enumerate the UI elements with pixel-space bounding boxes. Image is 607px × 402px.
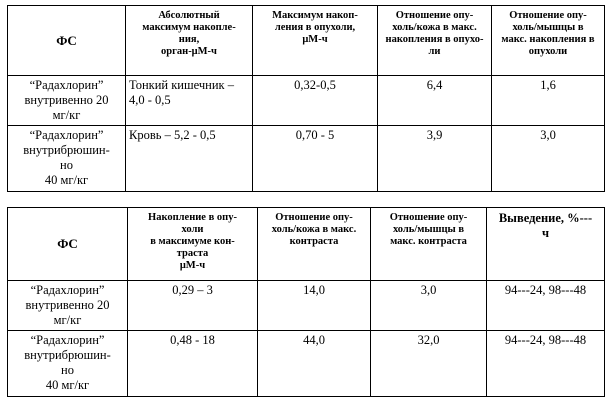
header-line: холь/мышцы в — [512, 22, 584, 33]
fs-line: 40 мг/кг — [45, 378, 90, 392]
organ-cell — [126, 126, 253, 192]
fs-line: внутривенно 20 — [25, 298, 110, 312]
header-line: холь/мышцы в — [392, 224, 465, 235]
header-line: Максимум накоп- — [272, 10, 358, 21]
header-line: накопления в опухо- — [385, 34, 484, 45]
cell-text: 94---24, 98---48 — [504, 333, 587, 347]
fs-line: 40 мг/кг — [44, 173, 89, 187]
fs-line: “Радахлорин” — [29, 128, 104, 142]
header-line: ления в опухоли, — [274, 22, 356, 33]
header-line: Отношение опу- — [389, 212, 468, 223]
fs-line: “Радахлорин” — [29, 78, 104, 92]
table-header-row — [8, 6, 605, 76]
accumulation-table-2 — [7, 207, 605, 397]
header-line: в максимуме кон- — [150, 236, 235, 247]
skin-contrast-cell — [258, 331, 371, 397]
fs-line: мг/кг — [53, 313, 82, 327]
header-line: холи — [181, 224, 204, 235]
fs-line: но — [61, 363, 74, 377]
header-line: холь/кожа в макс. — [392, 22, 477, 33]
fs-cell — [8, 76, 126, 126]
table-row — [8, 331, 605, 397]
header-line: μМ-ч — [302, 34, 328, 45]
cell-text: 94---24, 98---48 — [504, 283, 587, 297]
header-line: ч — [541, 226, 550, 240]
cell-text: 0,32-0,5 — [294, 78, 336, 92]
cell-text: 3,0 — [420, 283, 437, 297]
header-text: ФС — [57, 236, 78, 251]
tumor-max-cell — [253, 126, 378, 192]
header-line: орган-μМ-ч — [161, 46, 217, 57]
header-line: максимум накопле- — [142, 22, 236, 33]
fs-line: “Радахлорин” — [30, 333, 105, 347]
cell-text: Кровь – 5,2 - 0,5 — [129, 128, 216, 142]
excretion-cell — [487, 281, 605, 331]
muscle-contrast-cell — [371, 281, 487, 331]
fs-cell — [8, 281, 128, 331]
table-header-row — [8, 208, 605, 281]
excretion-header — [487, 208, 605, 281]
header-line: ния, — [178, 34, 200, 45]
cell-text: 0,70 - 5 — [295, 128, 335, 142]
header-line: Отношение опу- — [509, 10, 587, 21]
organ-cell — [126, 76, 253, 126]
muscle-ratio-cell — [492, 126, 605, 192]
fs-line: внутривенно 20 — [24, 93, 109, 107]
header-line: холь/кожа в макс. — [271, 224, 357, 235]
fs-line: внутрибрюшин- — [23, 143, 110, 157]
cell-text: 6,4 — [426, 78, 443, 92]
tumor-max-cell — [253, 76, 378, 126]
header-line: Выведение, %--- — [498, 211, 593, 225]
skin-ratio-header — [378, 6, 492, 76]
cell-text: Тонкий кишечник – 4,0 - 0,5 — [129, 78, 234, 107]
muscle-ratio-header — [492, 6, 605, 76]
tumor-max-header — [253, 6, 378, 76]
skin-ratio-cell — [378, 76, 492, 126]
fs-line: мг/кг — [52, 108, 81, 122]
fs-cell — [8, 126, 126, 192]
header-line: опухоли — [528, 46, 568, 57]
muscle-contrast-cell — [371, 331, 487, 397]
header-line: Абсолютный — [158, 10, 220, 21]
header-line: макс. накопления в — [501, 34, 595, 45]
cell-text: 14,0 — [303, 283, 325, 297]
table-row — [8, 126, 605, 192]
fs-line: “Радахлорин” — [30, 283, 105, 297]
fs-line: но — [60, 158, 73, 172]
accumulation-header — [128, 208, 258, 281]
cell-text: 3,9 — [426, 128, 443, 142]
header-text: ФС — [56, 32, 77, 48]
absolute-max-header — [126, 6, 253, 76]
excretion-cell — [487, 331, 605, 397]
fs-cell — [8, 331, 128, 397]
cell-text: 3,0 — [540, 128, 556, 142]
header-line: Отношение опу- — [275, 212, 353, 223]
skin-contrast-cell — [258, 281, 371, 331]
header-line: μМ-ч — [179, 260, 206, 271]
muscle-contrast-header — [371, 208, 487, 281]
cell-text: 1,6 — [540, 78, 556, 92]
fs-column-header — [8, 208, 128, 281]
header-line: макс. контраста — [390, 236, 467, 247]
fs-line: внутрибрюшин- — [24, 348, 111, 362]
cell-text: 32,0 — [417, 333, 440, 347]
cell-text: 0,29 – 3 — [172, 283, 213, 297]
fs-column-header — [8, 6, 126, 76]
table-row — [8, 281, 605, 331]
cell-text: 0,48 - 18 — [170, 333, 215, 347]
cell-text: 44,0 — [303, 333, 325, 347]
header-line: траста — [176, 248, 209, 259]
accumulation-table-1 — [7, 5, 605, 192]
accumulation-cell — [128, 281, 258, 331]
skin-contrast-header — [258, 208, 371, 281]
header-line: ли — [428, 46, 441, 57]
accumulation-cell — [128, 331, 258, 397]
header-line: контраста — [289, 236, 339, 247]
header-line: Отношение опу- — [395, 10, 474, 21]
muscle-ratio-cell — [492, 76, 605, 126]
header-line: Накопление в опу- — [148, 212, 237, 223]
skin-ratio-cell — [378, 126, 492, 192]
table-row — [8, 76, 605, 126]
